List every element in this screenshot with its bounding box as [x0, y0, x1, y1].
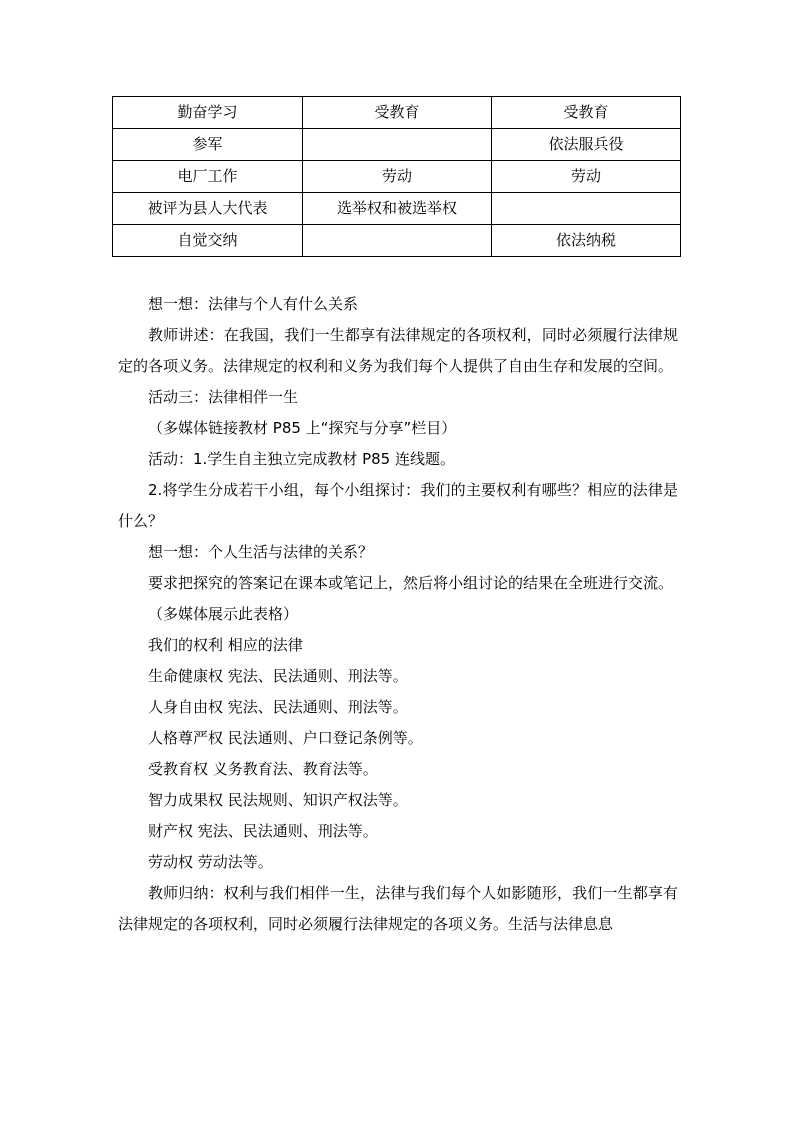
paragraph: （多媒体链接教材 P85 上“探究与分享”栏目）: [148, 419, 457, 437]
table-cell: 选举权和被选举权: [303, 193, 492, 225]
paragraph: 人格尊严权 民法通则、户口登记条例等。: [148, 729, 423, 747]
paragraph: 教师讲述：在我国，我们一生都享有法律规定的各项权利，同时必须履行法律规定的各项义务。法律规定的权利和义务为我们每个人提供了自由生存和发展的空间。: [118, 326, 678, 375]
table-cell: 受教育: [492, 97, 681, 129]
paragraph: 劳动权 劳动法等。: [148, 853, 273, 871]
table-cell: 电厂工作: [113, 161, 303, 193]
table-cell: [303, 225, 492, 257]
paragraph: 智力成果权 民法规则、知识产权法等。: [148, 791, 408, 809]
rights-table: [112, 96, 681, 257]
paragraph: 生命健康权 宪法、民法通则、刑法等。: [148, 667, 408, 685]
table-cell: [492, 193, 681, 225]
paragraph: 活动三：法律相伴一生: [148, 388, 299, 406]
paragraph: 要求把探究的答案记在课本或笔记上，然后将小组讨论的结果在全班进行交流。: [148, 574, 674, 592]
paragraph: 想一想：法律与个人有什么关系: [148, 295, 359, 313]
table-cell: 参军: [113, 129, 303, 161]
paragraph: 活动：1.学生自主独立完成教材 P85 连线题。: [148, 450, 455, 468]
table-cell: 勤奋学习: [113, 97, 303, 129]
paragraph: 财产权 宪法、民法通则、刑法等。: [148, 822, 378, 840]
paragraph: 人身自由权 宪法、民法通则、刑法等。: [148, 698, 408, 716]
table-cell: 劳动: [303, 161, 492, 193]
table-row: [113, 97, 681, 129]
table-cell: 劳动: [492, 161, 681, 193]
lesson-text: [118, 289, 678, 940]
table-row: [113, 129, 681, 161]
table-row: [113, 161, 681, 193]
table-cell: 受教育: [303, 97, 492, 129]
table-cell: 依法服兵役: [492, 129, 681, 161]
paragraph: 想一想：个人生活与法律的关系？: [148, 543, 374, 561]
table-cell: [303, 129, 492, 161]
table-cell: 依法纳税: [492, 225, 681, 257]
paragraph: 教师归纳：权利与我们相伴一生，法律与我们每个人如影随形，我们一生都享有法律规定的各项权利，同时必须履行法律规定的各项义务。生活与法律息息: [118, 884, 678, 933]
table-row: [113, 193, 681, 225]
paragraph: 我们的权利 相应的法律: [148, 636, 303, 654]
paragraph: 受教育权 义务教育法、教育法等。: [148, 760, 378, 778]
table-cell: 自觉交纳: [113, 225, 303, 257]
paragraph: 2.将学生分成若干小组，每个小组探讨：我们的主要权利有哪些？相应的法律是什么？: [118, 481, 678, 530]
table-cell: 被评为县人大代表: [113, 193, 303, 225]
paragraph: （多媒体展示此表格）: [148, 605, 299, 623]
table-row: [113, 225, 681, 257]
